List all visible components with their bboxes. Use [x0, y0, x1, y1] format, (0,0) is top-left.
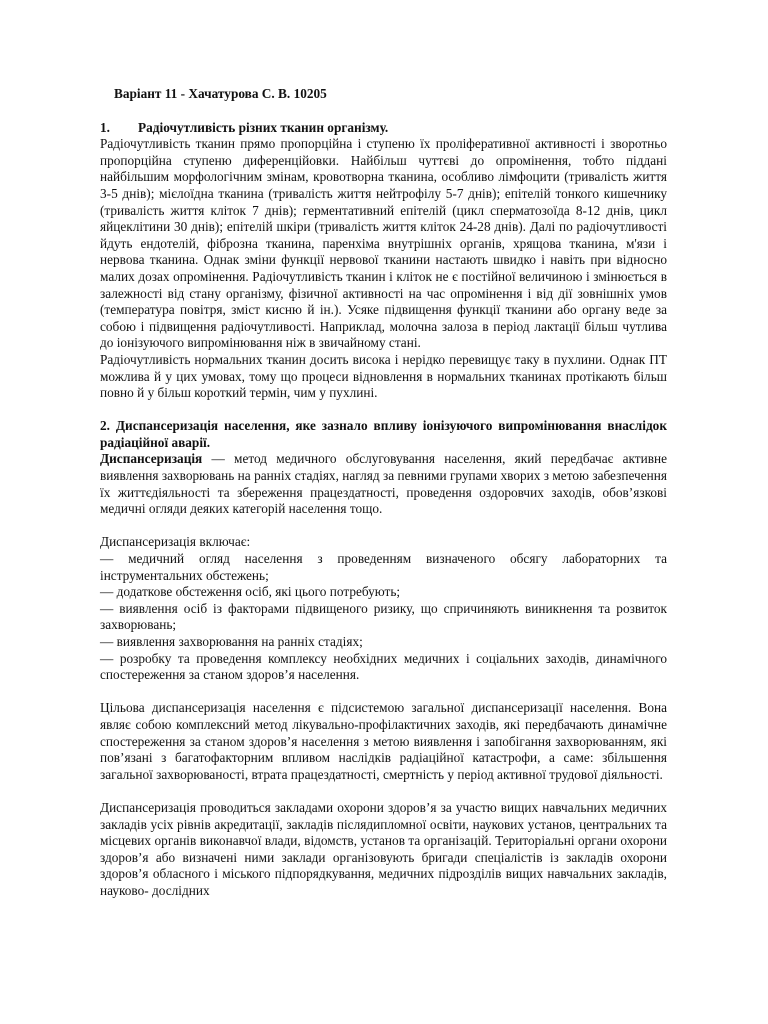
document-page — [100, 86, 667, 900]
section1-paragraph-1: Радіочутливість тканин прямо пропорційна і ступеню їх проліферативної активності і зворотньо пропорційна ступеню диференційовки. Найбільш чуттєві до опромінення, тобто піддані найбільшим морфологічним змінам, кровотворна тканина, особливо лімфоцити (тривалість життя 3-5 днів); мієлоїдна тканина (тривалість життя нейтрофілу 5-7 днів); епітелій тонкого кишечнику (тривалість життя кліток 7 днів); герментативний епітелій (цикл сперматозоїда 8-12 днів, цикл яйцеклітини 30 днів); епітелій шкіри (тривалість життя кліток 24-28 днів). Далі по радіочутливості йдуть ендотелій, фіброзна тканина, паренхіма внутрішніх органів, хрящова тканина, м'язи і нервова тканина. Однак зміни функції нервової тканини настають швидко і навіть при відносно малих дозах опромінення. Радіочутливість тканин і кліток не є постійної величиною і змінюється в залежності від стану організму, фізичної активності на час опромінення і від дії зовнішніх умов (температура повітря, зміст кисню й ін.). Усяке підвищення функції тканини або органу веде за собою і підвищення радіочутливості. Наприклад, молочна залоза в період лактації більш чутлива до іонізуючого випромінювання ніж в звичайному стані. — [100, 136, 667, 351]
document-title: Варіант 11 - Хачатурова С. В. 10205 — [114, 86, 327, 101]
definition-term: Диспансеризація — [100, 451, 203, 467]
list-item: — розробку та проведення комплексу необхідних медичних і соціальних заходів, динамічного спостереження за станом здоров’я населення. — [100, 650, 667, 683]
list-item: — медичний огляд населення з проведенням визначеного обсягу лабораторних та інструментальних обстежень; — [100, 551, 667, 583]
section1-paragraph-2: Радіочутливість нормальних тканин досить висока і нерідко перевищує таку в пухлини. Однак ПТ можлива й у цих умовах, тому що процеси відновлення в нормальних тканинах протікають більш повно й у більш короткий термін, чим у пухлині. — [100, 351, 667, 401]
list-item: — виявлення захворювання на ранніх стадіях; — [100, 634, 363, 649]
section2-heading: 2. Диспансеризація населення, яке зазнало впливу іонізуючого випромінювання внаслідок радіаційної аварії. — [100, 418, 667, 450]
definition-text: — метод медичного обслуговування населення, який передбачає активне виявлення захворювань на ранніх стадіях, нагляд за певними групами хворих з метою забезпечення їх життєдіяльності та збереження працездатності, проведення оздоровчих заходів, обов’язкові медичні огляди деяких категорій населення тощо. — [100, 451, 667, 517]
section1-heading — [100, 120, 667, 137]
targeted-dispensarization-paragraph: Цільова диспансеризація населення є підсистемою загальної диспансеризації населення. Вона являє собою комплексний метод лікувально-профілактичних заходів, які передбачають динамічне спостереження за станом здоров’я населення з метою виявлення і запобігання захворюванням, які пов’язані з багатофакторним впливом наслідків радіаційної катастрофи, а саме: збільшення загальної захворюваності, втрата працездатності, смертність у період активної трудової діяльності. — [100, 700, 667, 782]
list-item: — виявлення осіб із факторами підвищеного ризику, що спричиняють виникнення та розвиток захворювань; — [100, 600, 667, 633]
list-item: — додаткове обстеження осіб, які цього потребують; — [100, 584, 401, 600]
dispensarization-conduct-paragraph: Диспансеризація проводиться закладами охорони здоров’я за участю вищих навчальних медичних закладів усіх рівнів акредитації, закладів післядипломної освіти, наукових установ, центральних та місцевих органів виконавчої влади, відомств, установ та організацій. Територіальні органи охорони здоров’я або визначені ними заклади організовують бригади спеціалістів із закладів охорони здоров’я обласного і міського підпорядкування, медичних підрозділів вищих навчальних закладів, науково- дослідних — [100, 799, 667, 898]
section1-number: 1. — [100, 119, 110, 135]
section1-heading-text: Радіочутливість різних тканин організму. — [138, 119, 389, 135]
list-intro: Диспансеризація включає: — [100, 534, 251, 550]
section2-definition — [100, 451, 667, 517]
